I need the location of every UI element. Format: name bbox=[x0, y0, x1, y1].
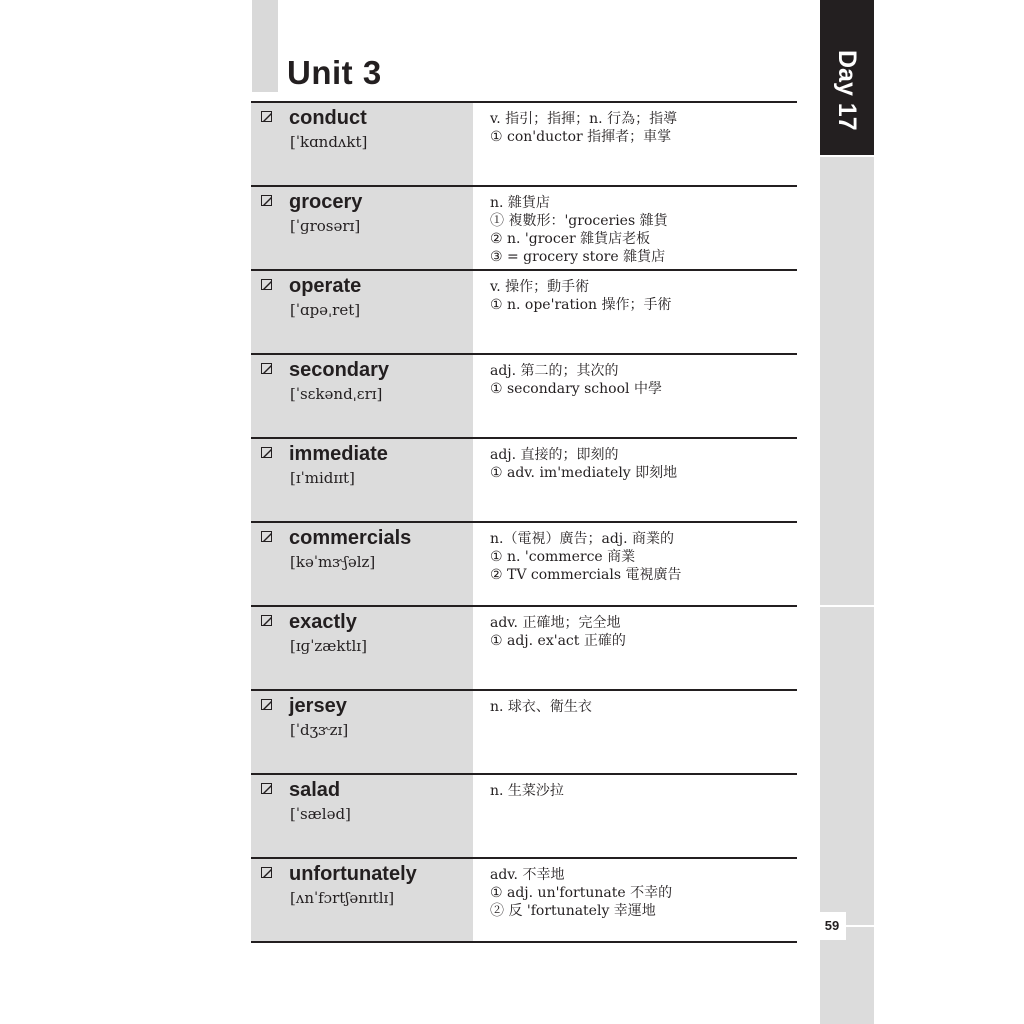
definition-line: adj. 第二的；其次的 bbox=[490, 363, 619, 379]
checkbox-icon[interactable] bbox=[261, 783, 272, 794]
phonetic-transcription: [ɪɡˈzæktlɪ] bbox=[290, 637, 367, 655]
definition-cell bbox=[490, 110, 793, 146]
definition-line: ① n. 'commerce 商業 bbox=[490, 549, 636, 565]
definition-cell bbox=[490, 782, 793, 800]
checkbox-icon[interactable] bbox=[261, 447, 272, 458]
definition-line: ① 複數形：'groceries 雜貨 bbox=[490, 213, 668, 229]
header-tab-decoration bbox=[252, 0, 278, 92]
definition-line: ① con'ductor 指揮者；車掌 bbox=[490, 129, 672, 145]
vocab-word: exactly bbox=[289, 611, 357, 633]
definition-line: ③ = grocery store 雜貨店 bbox=[490, 249, 666, 265]
word-cell bbox=[251, 187, 473, 269]
definition-cell bbox=[490, 866, 793, 920]
vocab-row bbox=[251, 187, 797, 271]
definition-line: ② n. 'grocer 雜貨店老板 bbox=[490, 231, 651, 247]
word-cell bbox=[251, 355, 473, 437]
vocab-row bbox=[251, 355, 797, 439]
phonetic-transcription: [kəˈmɝʃəlz] bbox=[290, 553, 376, 571]
vocab-row bbox=[251, 775, 797, 859]
definition-line: n.（電視）廣告；adj. 商業的 bbox=[490, 531, 675, 547]
vocab-word: jersey bbox=[289, 695, 347, 717]
checkbox-icon[interactable] bbox=[261, 615, 272, 626]
vocab-word: commercials bbox=[289, 527, 412, 549]
word-cell bbox=[251, 103, 473, 185]
phonetic-transcription: [ˈsɛkəndˌɛrɪ] bbox=[290, 385, 383, 403]
phonetic-transcription: [ˈkɑndʌkt] bbox=[290, 133, 368, 151]
vocab-word: salad bbox=[289, 779, 341, 801]
checkbox-icon[interactable] bbox=[261, 531, 272, 542]
definition-cell bbox=[490, 530, 793, 584]
side-divider bbox=[820, 155, 874, 157]
phonetic-transcription: [ɪˈmidɪɪt] bbox=[290, 469, 355, 487]
definition-line: n. 雜貨店 bbox=[490, 195, 550, 211]
vocab-row bbox=[251, 691, 797, 775]
page-number: 59 bbox=[824, 918, 840, 933]
unit-title: Unit 3 bbox=[287, 54, 382, 91]
definition-cell bbox=[490, 362, 793, 398]
definition-line: ① secondary school 中學 bbox=[490, 381, 662, 397]
definition-line: adv. 不幸地 bbox=[490, 867, 565, 883]
word-cell bbox=[251, 439, 473, 521]
word-cell bbox=[251, 607, 473, 689]
vocab-word: operate bbox=[289, 275, 362, 297]
side-divider bbox=[820, 605, 874, 607]
vocab-word: secondary bbox=[289, 359, 390, 381]
checkbox-icon[interactable] bbox=[261, 111, 272, 122]
vocab-row bbox=[251, 523, 797, 607]
word-cell bbox=[251, 859, 473, 941]
phonetic-transcription: [ʌnˈfɔrtʃənɪtlɪ] bbox=[290, 889, 395, 907]
phonetic-transcription: [ˈɑpəˌret] bbox=[290, 301, 361, 319]
word-cell bbox=[251, 775, 473, 857]
definition-line: v. 操作；動手術 bbox=[490, 279, 590, 295]
vocab-row bbox=[251, 103, 797, 187]
vocab-row bbox=[251, 859, 797, 943]
checkbox-icon[interactable] bbox=[261, 699, 272, 710]
definition-line: ② 反 'fortunately 幸運地 bbox=[490, 903, 656, 919]
definition-cell bbox=[490, 194, 793, 266]
definition-cell bbox=[490, 614, 793, 650]
day-tab-label: Day 17 bbox=[833, 50, 861, 131]
vocabulary-table bbox=[251, 101, 797, 943]
definition-line: n. 球衣、衛生衣 bbox=[490, 699, 592, 715]
definition-line: adj. 直接的；即刻的 bbox=[490, 447, 619, 463]
definition-cell bbox=[490, 446, 793, 482]
vocab-word: immediate bbox=[289, 443, 388, 465]
definition-line: ① adj. un'fortunate 不幸的 bbox=[490, 885, 673, 901]
checkbox-icon[interactable] bbox=[261, 279, 272, 290]
definition-line: ① adv. im'mediately 即刻地 bbox=[490, 465, 678, 481]
word-cell bbox=[251, 691, 473, 773]
definition-line: adv. 正確地；完全地 bbox=[490, 615, 621, 631]
vocab-row bbox=[251, 607, 797, 691]
definition-cell bbox=[490, 698, 793, 716]
definition-line: n. 生菜沙拉 bbox=[490, 783, 564, 799]
vocab-word: unfortunately bbox=[289, 863, 417, 885]
definition-line: ① n. ope'ration 操作；手術 bbox=[490, 297, 672, 313]
definition-cell bbox=[490, 278, 793, 314]
checkbox-icon[interactable] bbox=[261, 867, 272, 878]
vocab-row bbox=[251, 439, 797, 523]
phonetic-transcription: [ˈsæləd] bbox=[290, 805, 351, 823]
word-cell bbox=[251, 523, 473, 605]
definition-line: v. 指引；指揮；n. 行為；指導 bbox=[490, 111, 678, 127]
definition-line: ② TV commercials 電視廣告 bbox=[490, 567, 682, 583]
definition-line: ① adj. ex'act 正確的 bbox=[490, 633, 626, 649]
phonetic-transcription: [ˈdʒɝzɪ] bbox=[290, 721, 349, 739]
checkbox-icon[interactable] bbox=[261, 195, 272, 206]
word-cell bbox=[251, 271, 473, 353]
checkbox-icon[interactable] bbox=[261, 363, 272, 374]
phonetic-transcription: [ˈɡrosərɪ] bbox=[290, 217, 361, 235]
vocab-word: grocery bbox=[289, 191, 363, 213]
vocab-word: conduct bbox=[289, 107, 367, 129]
vocab-row bbox=[251, 271, 797, 355]
